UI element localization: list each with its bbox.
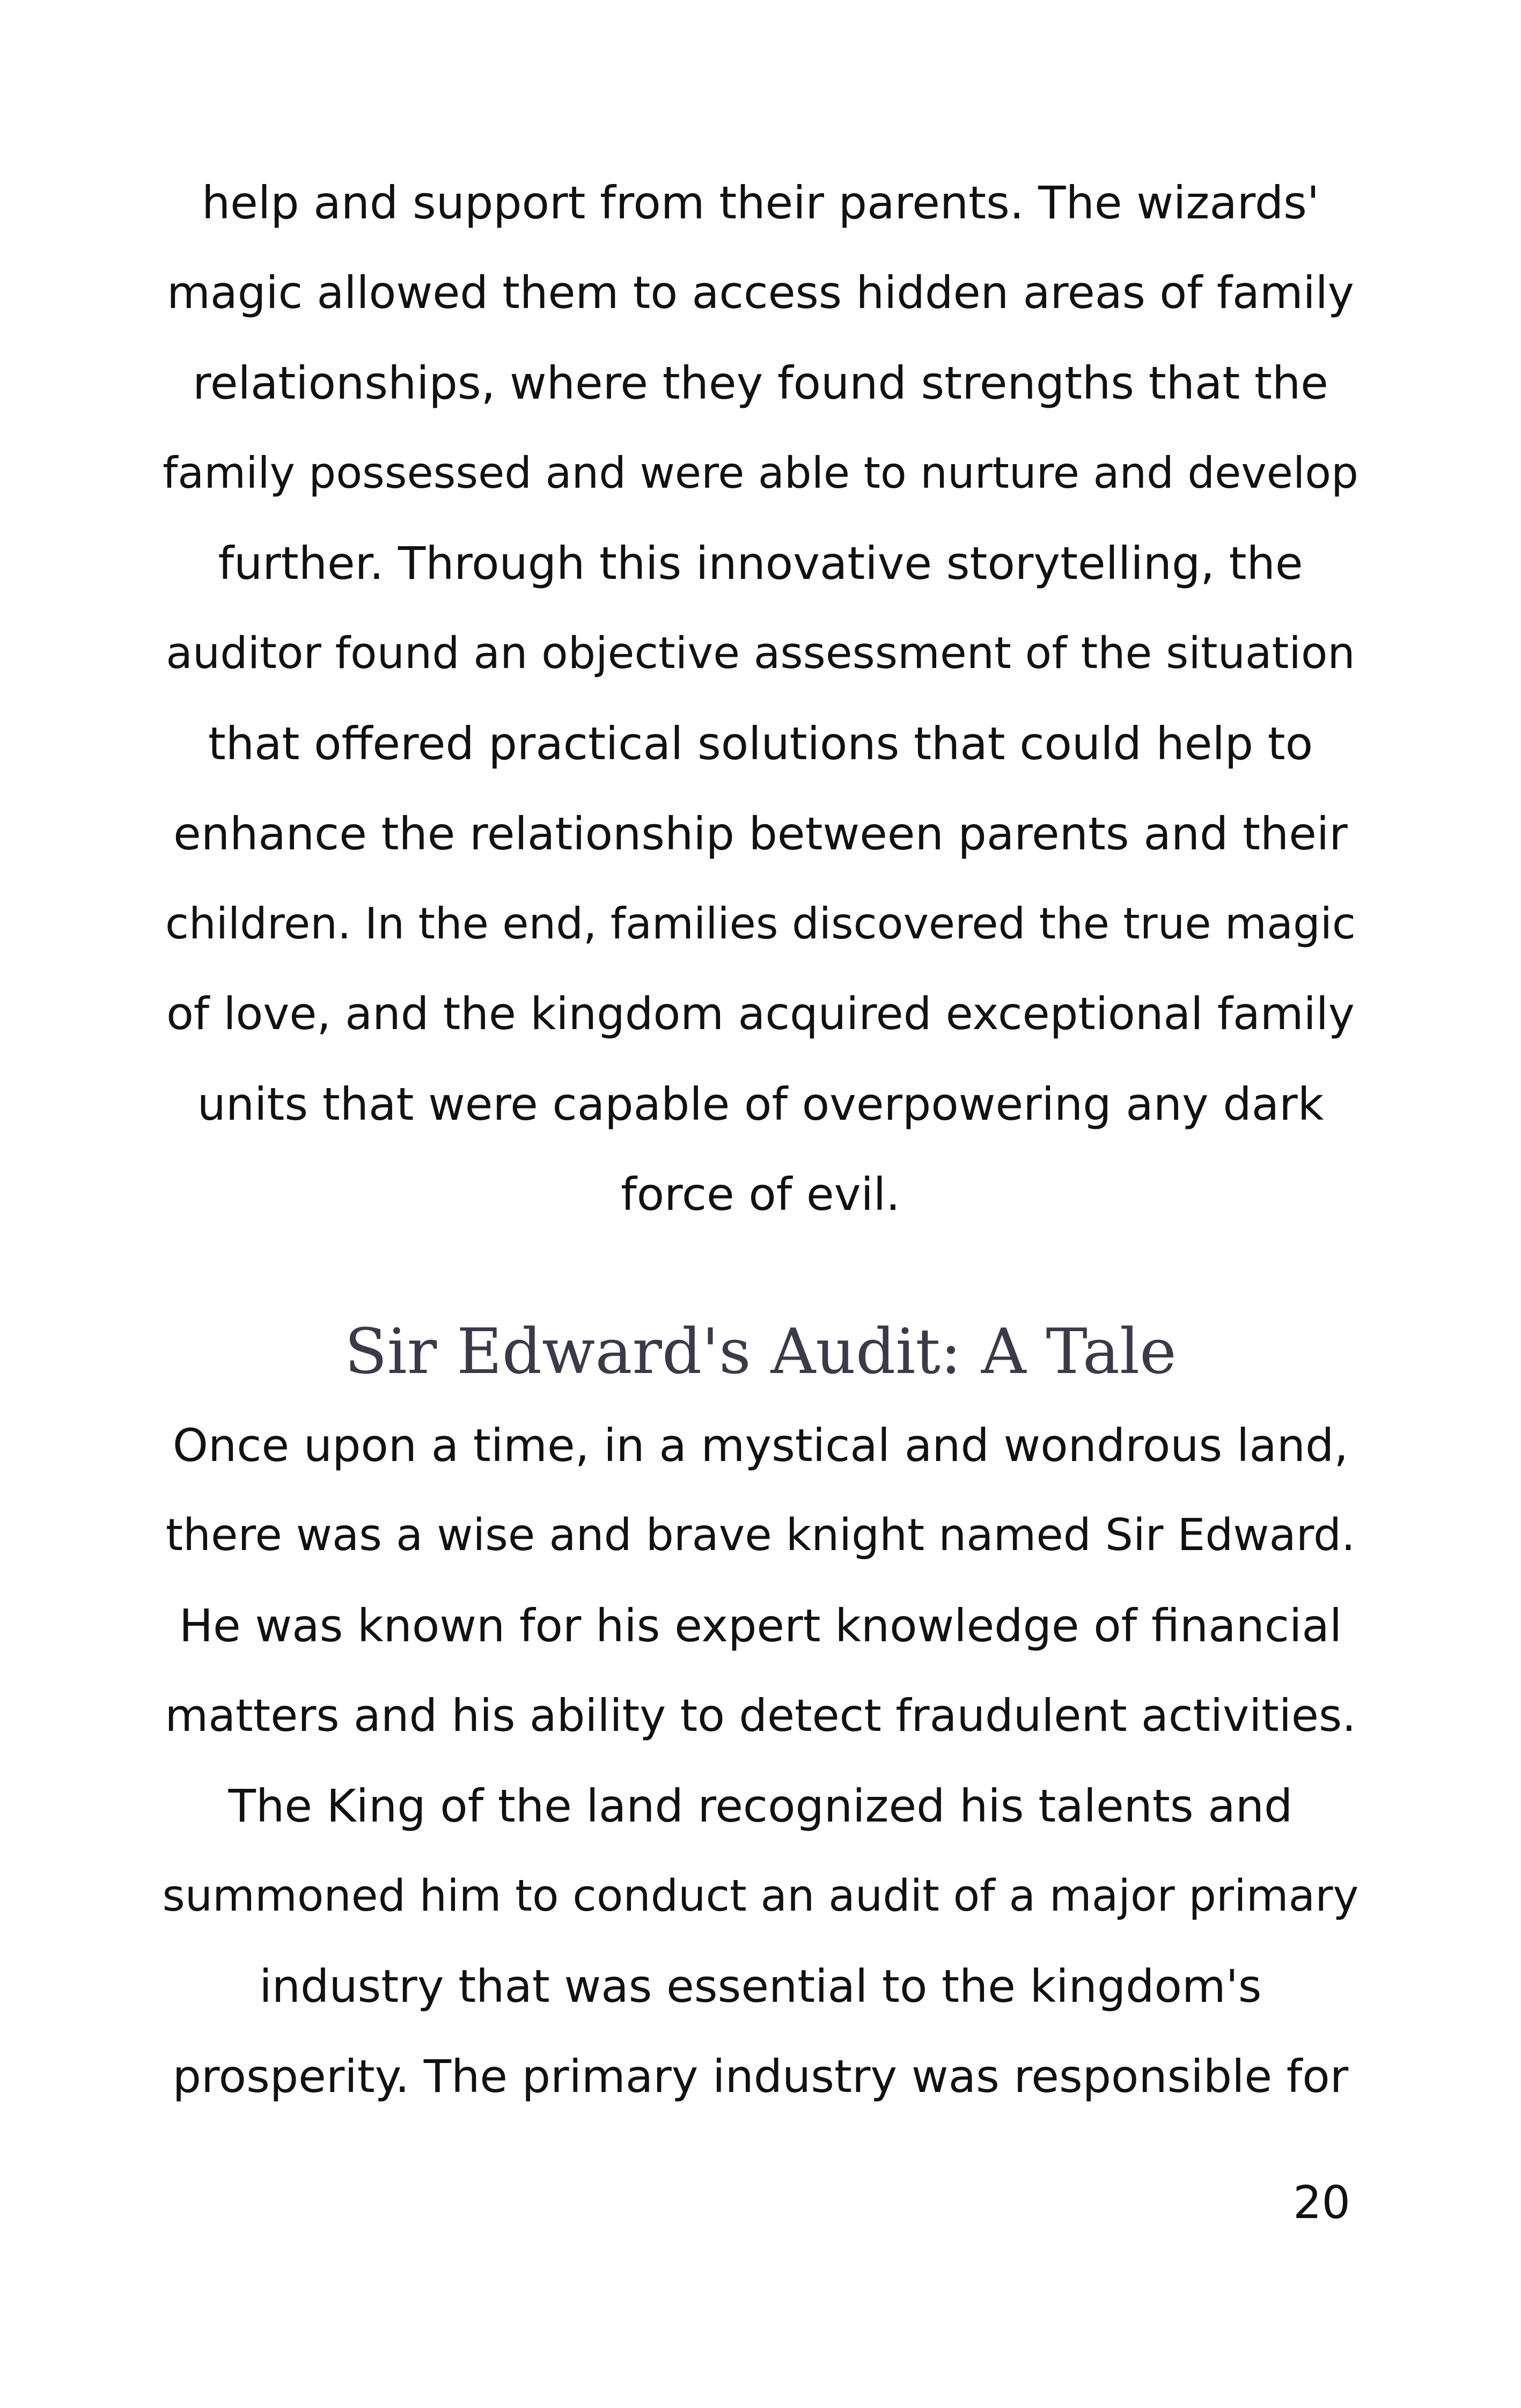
text-line: The King of the land recognized his talents and xyxy=(228,1780,1293,1832)
text-line: He was known for his expert knowledge of financial xyxy=(179,1599,1342,1652)
section-heading: Sir Edward's Audit: A Tale xyxy=(344,1316,1177,1388)
text-line: auditor found an objective assessment of the situation xyxy=(166,628,1355,679)
text-line: units that were capable of overpowering any dark xyxy=(197,1078,1324,1130)
text-line: enhance the relationship between parents and their xyxy=(173,807,1348,860)
text-line: matters and his ability to detect fraudulent activities. xyxy=(165,1690,1356,1742)
text-line: family possessed and were able to nurture and develop xyxy=(163,448,1358,498)
text-line: industry that was essential to the kingdom's xyxy=(259,1960,1262,2013)
text-line: children. In the end, families discovered the true magic xyxy=(165,899,1356,949)
text-line: Once upon a time, in a mystical and wondrous land, xyxy=(172,1419,1349,1472)
text-line: further. Through this innovative storytelling, the xyxy=(218,537,1303,590)
text-line: relationships, where they found strengths that the xyxy=(193,357,1328,409)
text-line: force of evil. xyxy=(621,1168,900,1221)
text-line: prosperity. The primary industry was responsible for xyxy=(172,2050,1349,2103)
text-line: magic allowed them to access hidden areas of family xyxy=(167,267,1354,319)
text-line: there was a wise and brave knight named Sir Edward. xyxy=(165,1510,1356,1561)
body-paragraph xyxy=(161,158,1360,1239)
body-paragraph xyxy=(161,1400,1360,2121)
text-line: of love, and the kingdom acquired exceptional family xyxy=(166,988,1355,1040)
text-line: summoned him to conduct an audit of a major primary xyxy=(162,1871,1359,1921)
text-line: help and support from their parents. The wizards' xyxy=(201,177,1320,229)
text-line: that offered practical solutions that could help to xyxy=(208,717,1313,770)
page-number: 20 xyxy=(1293,2176,1350,2229)
